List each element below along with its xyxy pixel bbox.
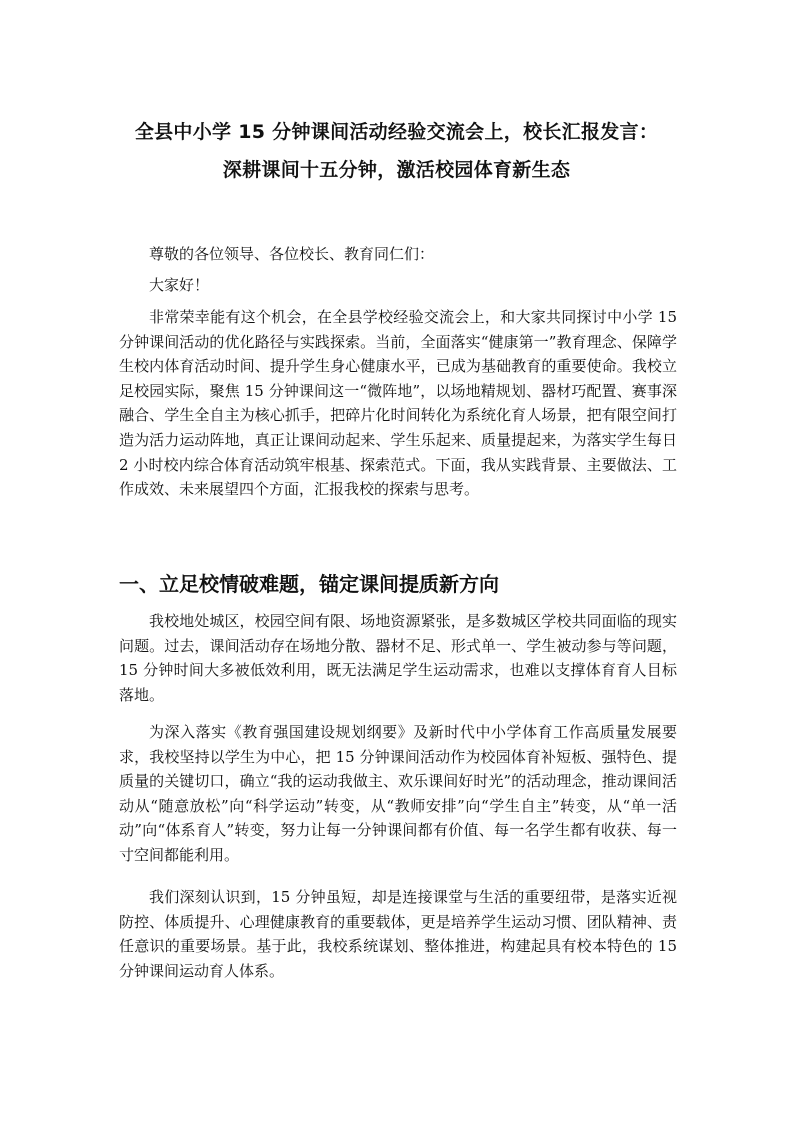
document-title-line-2: 深耕课间十五分钟，激活校园体育新生态: [222, 159, 571, 181]
section-paragraph-2: 为深入落实《教育强国建设规划纲要》及新时代中小学体育工作高质量发展要求，我校坚持以学生为中心，把 15 分钟课间活动作为校园体育补短板、强特色、提质量的关键切口，确立“我的运动我做主、欢乐课间好时光”的活动理念，推动课间活动从“随意放松”向“科学运动”转变，从“教师安排”向“学生自主”转变，从“单一活动”向“体系育人”转变，努力让每一分钟课间都有价值、每一名学生都有收获、每一寸空间都能利用。: [119, 723, 677, 864]
section-paragraph-3: 我们深刻认识到，15 分钟虽短，却是连接课堂与生活的重要纽带，是落实近视防控、体质提升、心理健康教育的重要载体，更是培养学生运动习惯、团队精神、责任意识的重要场景。基于此，我校系统谋划、整体推进，构建起具有校本特色的 15 分钟课间运动育人体系。: [119, 888, 677, 980]
document-title-line-1: 全县中小学 15 分钟课间活动经验交流会上，校长汇报发言：: [134, 121, 659, 143]
section-paragraph-1: 我校地处城区，校园空间有限、场地资源紧张，是多数城区学校共同面临的现实问题。过去，课间活动存在场地分散、器材不足、形式单一、学生被动参与等问题，15 分钟时间大多被低效利用，既无法满足学生运动需求，也难以支撑体育育人目标落地。: [119, 612, 677, 704]
intro-paragraph: 非常荣幸能有这个机会，在全县学校经验交流会上，和大家共同探讨中小学 15 分钟课间活动的优化路径与实践探索。当前，全面落实“健康第一”教育理念、保障学生校内体育活动时间、提升学生身心健康水平，已成为基础教育的重要使命。我校立足校园实际，聚焦 15 分钟课间这一“微阵地”，以场地精规划、器材巧配置、赛事深融合、学生全自主为核心抓手，把碎片化时间转化为系统化育人场景，把有限空间打造为活力运动阵地，真正让课间动起来、学生乐起来、质量提起来，为落实学生每日 2 小时校内综合体育活动筑牢根基、探索范式。下面，我从实践背景、主要做法、工作成效、未来展望四个方面，汇报我校的探索与思考。: [119, 308, 677, 499]
salutation: 尊敬的各位领导、各位校长、教育同仁们：: [149, 245, 435, 263]
section-heading: 一、立足校情破难题，锚定课间提质新方向: [119, 572, 499, 596]
greeting: 大家好！: [149, 276, 210, 294]
